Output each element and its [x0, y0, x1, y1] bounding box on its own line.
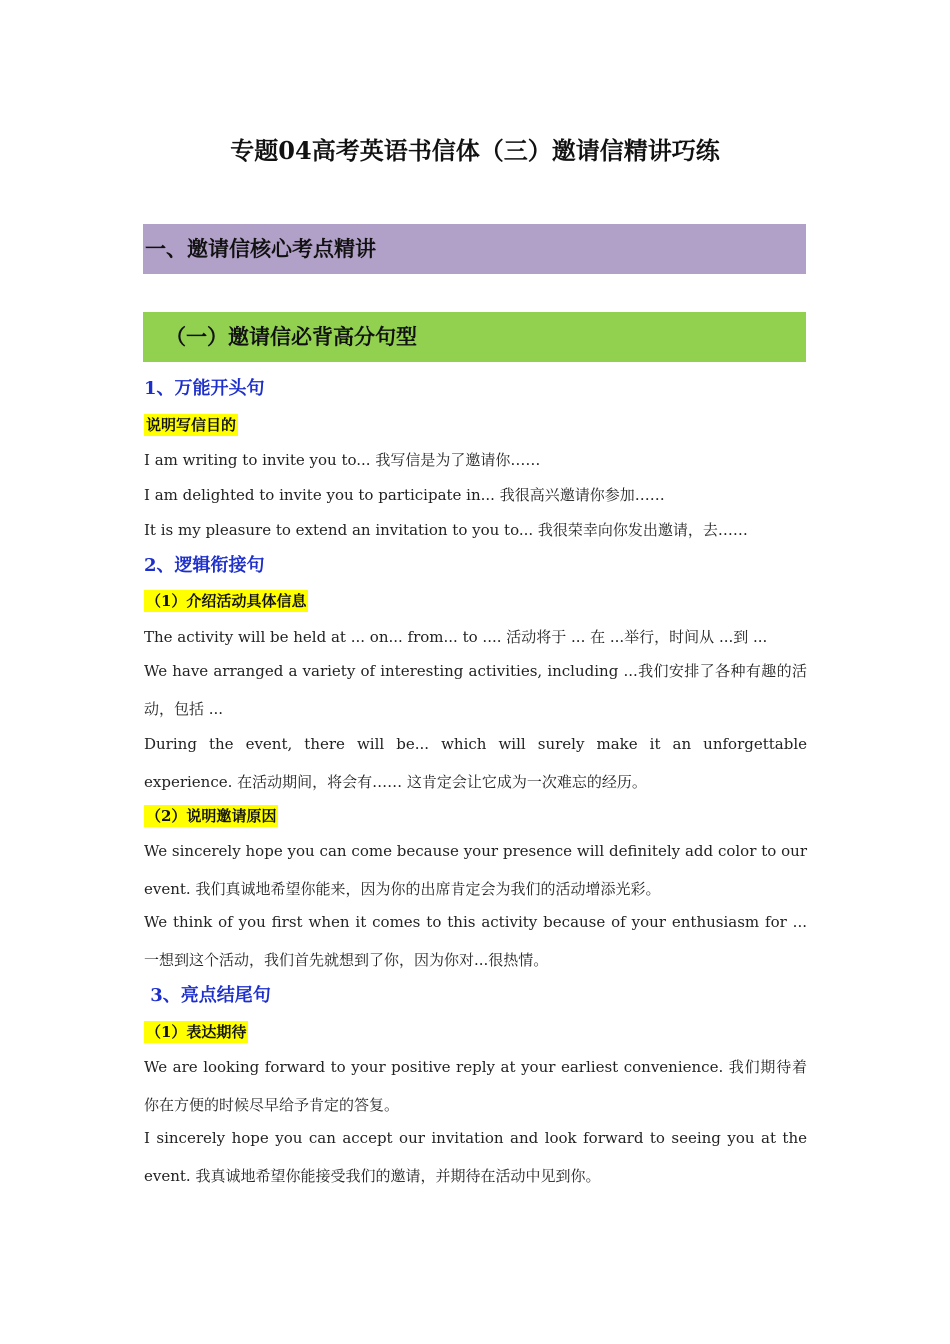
closing-label-1: （1）表达期待 — [146, 1023, 247, 1041]
closing-sentence: I sincerely hope you can accept our invitation and look forward to seeing you at the event. 我真诚地希望你能接受我们的邀请，并期待在活动中见到你。 — [144, 1129, 807, 1185]
opening-label-block — [144, 414, 807, 436]
opening-heading: 1、万能开头句 — [144, 378, 265, 399]
transition-sentence: The activity will be held at ... on... from... to .... 活动将于 ... 在 ...举行，时间从 ...到 ... — [144, 628, 768, 646]
opening-label: 说明写信目的 — [146, 416, 237, 434]
transition-label-2-block — [144, 805, 807, 827]
transition-sentence: We sincerely hope you can come because your presence will definitely add color to our event. 我们真诚地希望你能来，因为你的出席肯定会为我们的活动增添光彩。 — [144, 842, 807, 898]
transition-label-1-block — [144, 590, 807, 612]
subsection-banner: （一）邀请信必背高分句型 — [143, 312, 806, 362]
transition-heading-block — [144, 554, 807, 578]
transition-label-2: （2）说明邀请原因 — [146, 807, 277, 825]
transition-sentence: We have arranged a variety of interesting activities, including ...我们安排了各种有趣的活动，包括 ... — [144, 662, 807, 718]
closing-label-block — [144, 1021, 807, 1043]
closing-heading-block — [144, 984, 807, 1008]
document-title: 专题04高考英语书信体（三）邀请信精讲巧练 — [230, 136, 720, 165]
transition-sentence: During the event, there will be... which will surely make it an unforgettable experience. 在活动期间，将会有…… 这肯定会让它成为一次难忘的经历。 — [144, 735, 807, 791]
transition-label-1: （1）介绍活动具体信息 — [146, 592, 307, 610]
transition-sentence: We think of you first when it comes to this activity because of your enthusiasm for ... 一想到这个活动，我们首先就想到了你，因为你对...很热情。 — [144, 913, 807, 969]
closing-heading: 3、亮点结尾句 — [144, 985, 271, 1006]
closing-sentence: We are looking forward to your positive reply at your earliest convenience. 我们期待着你在方便的时候尽早给予肯定的答复。 — [144, 1058, 807, 1114]
opening-sentence: I am writing to invite you to... 我写信是为了邀请你…… — [144, 451, 541, 469]
transition-heading: 2、逻辑衔接句 — [144, 555, 265, 576]
opening-heading-block — [144, 377, 807, 401]
section-banner: 一、邀请信核心考点精讲 — [143, 224, 806, 274]
opening-sentence: I am delighted to invite you to participate in... 我很高兴邀请你参加…… — [144, 486, 665, 504]
opening-sentence: It is my pleasure to extend an invitation to you to... 我很荣幸向你发出邀请，去…… — [144, 521, 748, 539]
